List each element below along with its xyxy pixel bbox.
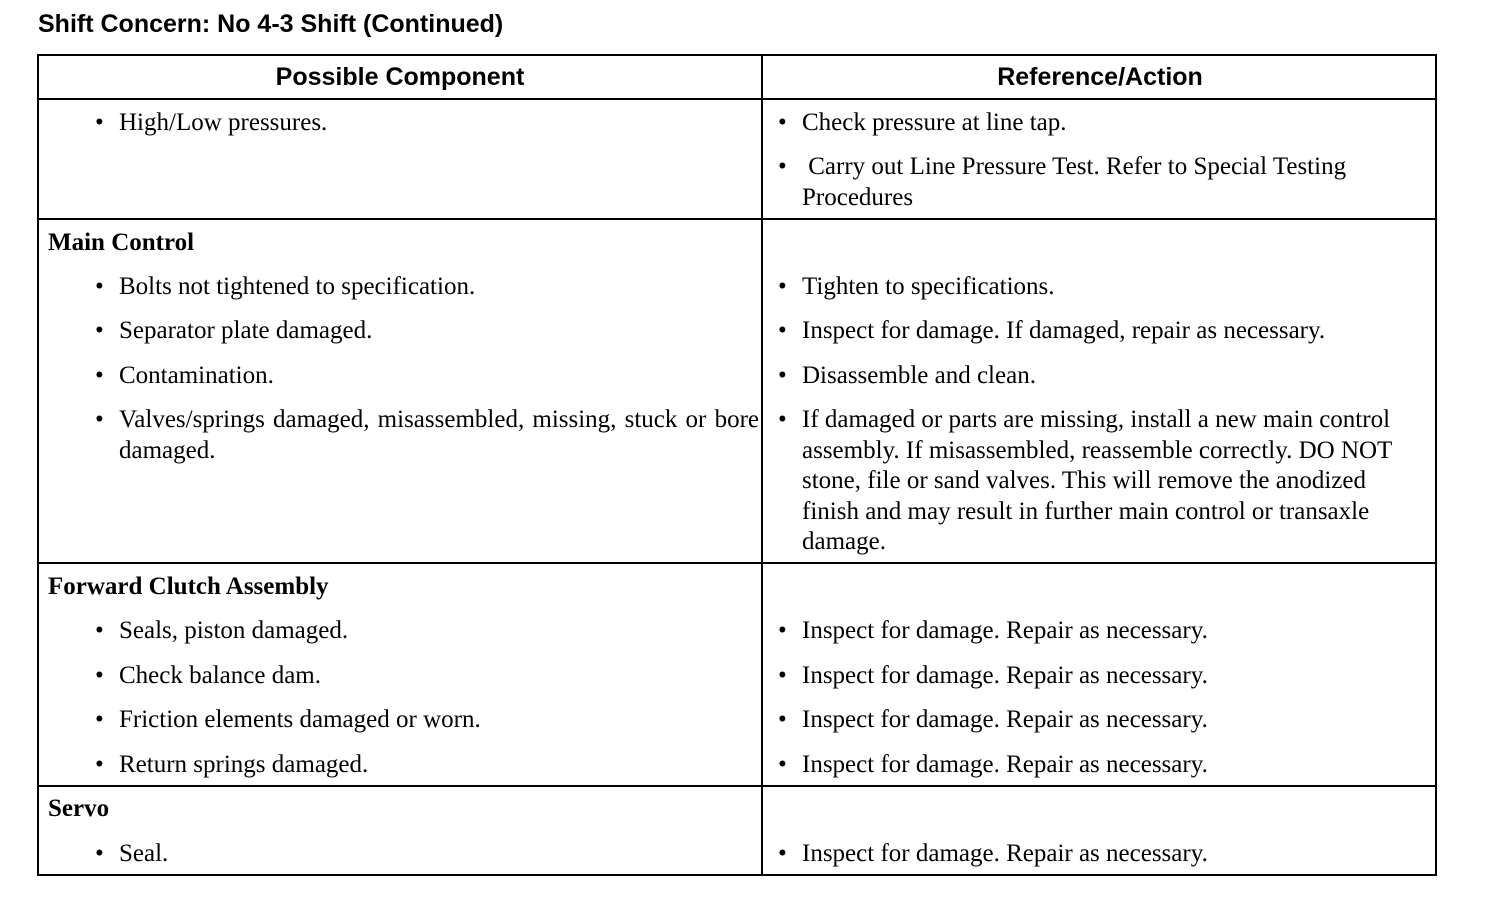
component-text: Seal. [119,840,169,867]
bullet: • [95,406,104,433]
action-item [778,616,1427,647]
bullet: • [95,706,104,733]
header-possible-component: Possible Component [275,63,525,91]
header-divider [39,98,1435,100]
action-item [778,272,1427,303]
action-text: If damaged or parts are missing, install a new main control assembly. If misassembled, reassemble correctly. DO NOT stone, file or sand valves. This will remove the anodized finish and may result in further main control or transaxle damage. [802,406,1392,555]
bullet: • [95,751,104,778]
bullet: • [778,751,787,778]
section-title-forward-clutch: Forward Clutch Assembly [48,573,329,600]
component-item [95,705,759,736]
component-text: Valves/springs damaged, misassembled, missing, stuck or bore damaged. [119,406,759,464]
bullet: • [95,840,104,867]
bullet: • [95,362,104,389]
component-text: Separator plate damaged. [119,317,373,344]
action-text: Carry out Line Pressure Test. Refer to Special Testing Procedures [802,153,1353,211]
bullet: • [778,406,787,433]
component-item [95,750,759,781]
action-text: Inspect for damage. If damaged, repair as necessary. [802,317,1326,344]
bullet: • [95,617,104,644]
component-item [95,661,759,692]
diagnostic-table [37,54,1437,876]
component-text: Seals, piston damaged. [119,617,349,644]
component-item [95,272,759,303]
bullet: • [95,662,104,689]
bullet: • [778,617,787,644]
action-text: Tighten to specifications. [802,273,1055,300]
action-text: Check pressure at line tap. [802,109,1067,136]
bullet: • [95,273,104,300]
component-item [95,839,759,870]
action-text: Inspect for damage. Repair as necessary. [802,662,1208,689]
bullet: • [95,317,104,344]
component-item [95,616,759,647]
bullet: • [778,706,787,733]
bullet: • [778,362,787,389]
action-text: Inspect for damage. Repair as necessary. [802,617,1208,644]
component-text: Bolts not tightened to specification. [119,273,476,300]
component-item [95,361,759,392]
action-item [778,361,1427,392]
column-divider [761,56,763,874]
action-item [778,108,1427,139]
action-text: Inspect for damage. Repair as necessary. [802,706,1208,733]
bullet: • [778,153,787,180]
header-reference-action: Reference/Action [997,63,1203,91]
action-item [778,316,1427,347]
component-text: Return springs damaged. [119,751,369,778]
bullet: • [95,109,104,136]
action-item [778,750,1427,781]
component-text: High/Low pressures. [119,109,328,136]
section-title-servo: Servo [48,795,110,822]
action-text: Inspect for damage. Repair as necessary. [802,751,1208,778]
section-title-main-control: Main Control [48,229,195,256]
action-item [778,705,1427,736]
page-title: Shift Concern: No 4-3 Shift (Continued) [38,10,504,38]
action-item [778,661,1427,692]
component-text: Contamination. [119,362,274,389]
bullet: • [778,109,787,136]
row-divider [39,562,1435,564]
action-text: Disassemble and clean. [802,362,1036,389]
row-divider [39,785,1435,787]
bullet: • [778,662,787,689]
action-item [778,405,1427,558]
action-item [778,839,1427,870]
component-text: Friction elements damaged or worn. [119,706,481,733]
component-text: Check balance dam. [119,662,321,689]
bullet: • [778,840,787,867]
component-item [95,405,759,466]
component-item [95,316,759,347]
row-divider [39,218,1435,220]
action-item [778,152,1427,213]
component-item [95,108,759,139]
bullet: • [778,273,787,300]
bullet: • [778,317,787,344]
action-text: Inspect for damage. Repair as necessary. [802,840,1208,867]
